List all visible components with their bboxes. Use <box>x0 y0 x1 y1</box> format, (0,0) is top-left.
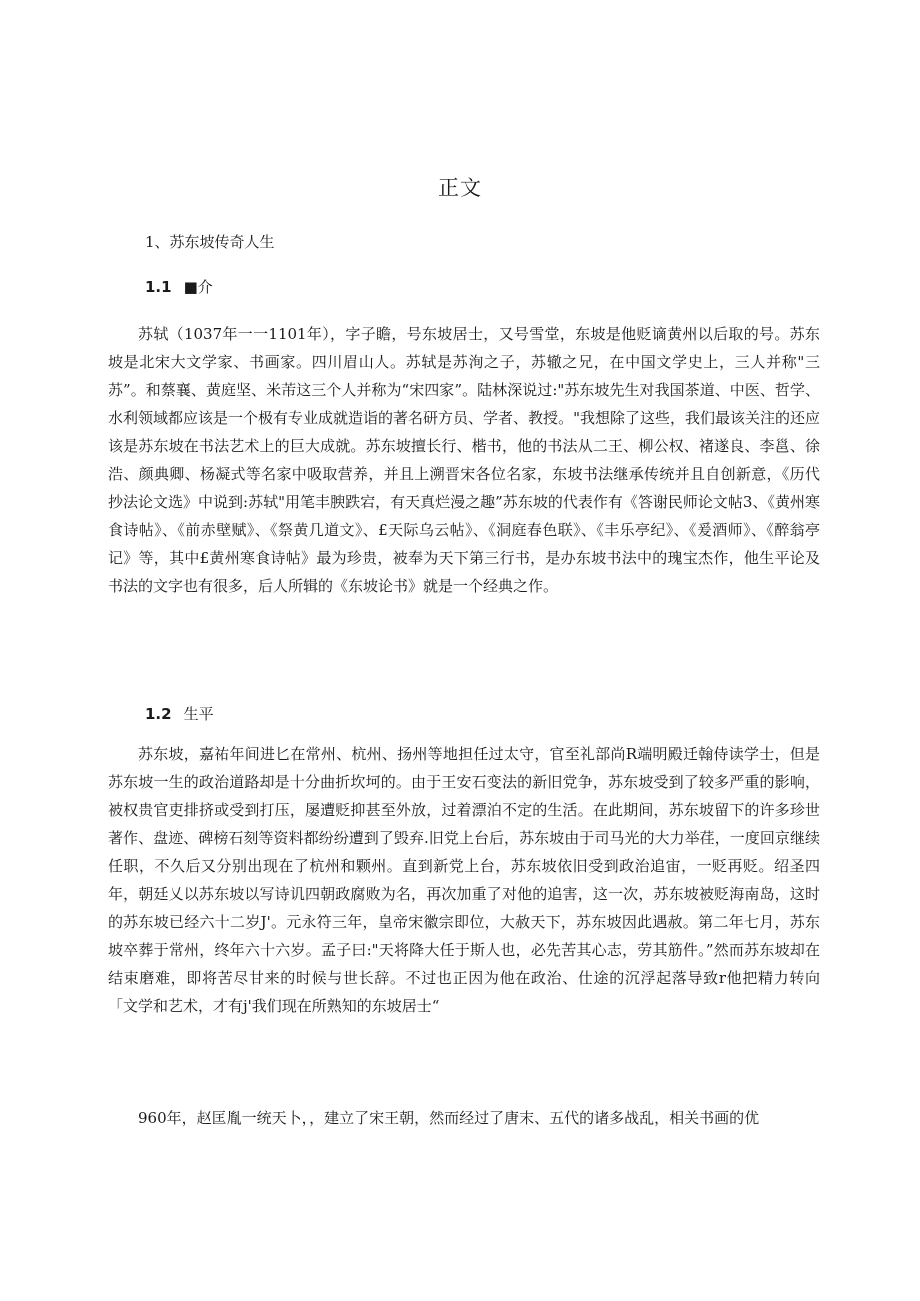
subsection-title: ■介 <box>183 278 213 296</box>
subsection-heading-2 <box>145 703 214 724</box>
paragraph-intro: 苏轼（1037年一一1101年），字子瞻，号东坡居士，又号雪堂，东坡是他贬谪黄州以后取的号。苏东坡是北宋大文学家、书画家。四川眉山人。苏轼是苏洵之子，苏辙之兄，在中国文学史上，三人并称"三苏”。和蔡襄、黄庭坚、米芾这三个人并称为“宋四家”。陆林深说过:"苏东坡先生对我国茶道、中医、哲学、水利领域都应该是一个极有专业成就造诣的著名研方员、学者、教授。"我想除了这些，我们最该关注的还应该是苏东坡在书法艺术上的巨大成就。苏东坡擅长行、楷书，他的书法从二王、柳公权、褚遂良、李邕、徐浩、颜典卿、杨凝式等名家中吸取营养，并且上溯晋宋各位名家，东坡书法继承传统并且自创新意，《历代抄法论文选》中说到:苏轼"用笔丰腴跌宕，有天真烂漫之趣”苏东坡的代表作有《答谢民师论文帖3、《黄州寒食诗帖》、《前赤壁赋》、《祭黄几道文》、£天际乌云帖》、《洞庭春色联》、《丰乐亭纪》、《爰酒师》、《醉翁亭记》等，其中£黄州寒食诗帖》最为珍贵，被奉为天下第三行书，是办东坡书法中的瑰宝杰作，他生平论及书法的文字也有很多，后人所辑的《东坡论书》就是一个经典之作。 <box>108 325 820 595</box>
page-title: 正文 <box>438 176 482 200</box>
paragraph-life: 苏东坡，嘉祐年间进匕在常州、杭州、扬州等地担任过太守，官至礼部尚R端明殿迁翰侍读学士，但是苏东坡一生的政治道路却是十分曲折坎坷的。由于王安石变法的新旧党争，苏东坡受到了较多严重的影响，被权贵官吏排挤或受到打压，屡遭贬抑甚至外放，过着漂泊不定的生活。在此期间，苏东坡留下的许多珍世著作、盘迹、碑榜石刻等资料都纷纷遭到了毁弃.旧党上台后，苏东坡由于司马光的大力举荏，一度回京继续任职，不久后又分别出现在了杭州和颗州。直到新党上台，苏东坡依旧受到政治追宙，一贬再贬。绍圣四年，朝廷乂以苏东坡以写诗讥四朝政腐败为名，再次加重了对他的追害，这一次，苏东坡被贬海南岛，这时的苏东坡已经六十二岁J'。元永符三年，皇帝宋徽宗即位，大赦天下，苏东坡因此遇赦。第二年七月，苏东坡卒葬于常州，终年六十六岁。孟子曰:"天将降大任于斯人也，必先苦其心志，劳其筋件。”然而苏东坡却在结束磨难，即将苦尽甘来的时候与世长辞。不过也正因为他在政治、仕途的沉浮起落导致r他把精力转向「文学和艺术，才有j'我们现在所熟知的东坡居士“ <box>108 745 820 1015</box>
subsection-heading-1 <box>145 276 213 297</box>
subsection-number: 1.1 <box>145 278 172 296</box>
subsection-number: 1.2 <box>145 705 172 723</box>
section-heading: 1、苏东坡传奇人生 <box>145 233 275 251</box>
paragraph-song-dynasty: 960年，赵匡胤一统天卜，，建立了宋王朝，然而经过了唐末、五代的诸多战乱，相关书画的优 <box>138 1109 760 1127</box>
subsection-title: 生平 <box>183 705 214 723</box>
